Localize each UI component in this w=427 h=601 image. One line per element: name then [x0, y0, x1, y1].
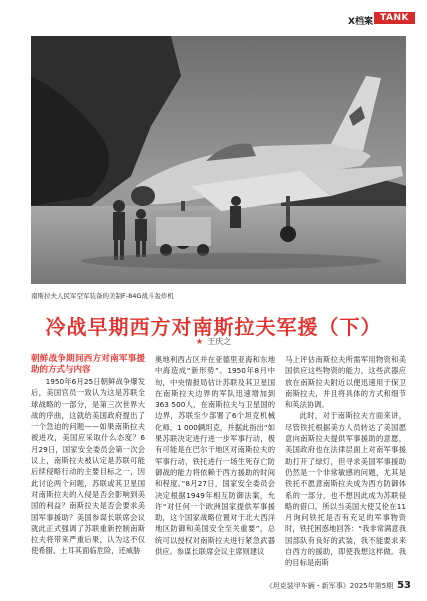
paragraph: 马上评估南斯拉夫所需军用物资和美国供应这些物资的能力，这些武器应放在南斯拉夫附近以便迅速用于保卫南斯拉夫，并且将具体的方式和细节和英法协调。 — [285, 355, 406, 410]
column-3 — [285, 354, 406, 569]
article-photo — [31, 36, 406, 284]
publication-name: 《坦克装甲车辆・新军事》2025年第5期 — [265, 582, 394, 590]
author-name: 王庆之 — [207, 337, 232, 346]
column-1 — [31, 354, 145, 557]
author-line — [0, 336, 427, 347]
star-icon: ★ — [195, 337, 204, 346]
section-label: X档案 — [348, 17, 373, 27]
column-2 — [155, 354, 275, 557]
photo-caption: 南斯拉夫人民军空军装备的美制F-84G战斗轰炸机 — [31, 292, 174, 300]
tank-badge: TANK — [374, 12, 415, 24]
page-footer — [266, 580, 411, 591]
section-subhead: 朝鲜战争期间西方对南军事援助的方式与内容 — [31, 354, 145, 375]
paragraph: 1950年6月25日朝鲜战争爆发后，美国官员一致认为这是苏联全球战略的一部分，是第三次世界大战的序曲，这就给美国政府提出了一个急迫的问题——如果南斯拉夫被进攻，美国应采取什么态度？6月29日，国家安全委员会第一次会议上，南斯拉夫被认定是苏联可能后续侵略行动的主要目标之一，因此讨论两个问题，苏联或其卫星国对南斯拉夫的入侵是否会影响到美国的利益？南斯拉夫是否会要求美国军事援助？美国参谋长联席会议就此正式强调了苏联重新控制南斯拉夫将带来严重后果，认为这不仅使希腊、土耳其面临危险，还威胁 — [31, 377, 145, 556]
article-title: 冷战早期西方对南斯拉夫军援（下） — [45, 315, 382, 339]
paragraph: 奥地利西占区并在亚德里亚海和东地中海造成“新形势”。1950年8月中旬，中央情报局估计苏联及其卫星国在南斯拉夫边界的军队迅速增加到363 500人，在南斯拉夫与卫星国的边界，苏联至少部署了6个坦克机械化师、1 000辆坦克，并据此指出“如果苏联决定进行进一步军事行动，极有可能是在巴尔干地区对南斯拉夫的军事行动，铁托进行一场生死存亡防御战的能力将依赖于西方援助的时间和程度。”8月27日，国家安全委员会决定根据1949年相互防御法案，允许“对任何一个欧洲国家提供军事援助，这个国家战略位置对于北大西洋地区防御和美国安全至关重要”，总统可以授权对南斯拉夫进行紧急武器供应。参谋长联席会议主席则建议 — [155, 355, 275, 557]
paragraph: 此时，对于南斯拉夫方面来讲，尽管铁托根据美方人员转达了美国愿意向南斯拉夫提供军事援助的意愿，美国政府也在法律层面上对南军事援助打开了绿灯，但寻求美国军事援助仍然是一个非常敏感的问题，尤其是铁托不愿意南斯拉夫成为西方防御体系的一部分，也不想因此成为苏联侵略的借口。所以当美国大使艾伦在11月询问铁托是否有充足的军事物资时，铁托困惑地回答：“我非常满意我国部队有良好的武装，我不能要求来自西方的援助，即使我想这样做。我的目标是南斯 — [285, 411, 406, 568]
page-number: 53 — [397, 580, 411, 591]
